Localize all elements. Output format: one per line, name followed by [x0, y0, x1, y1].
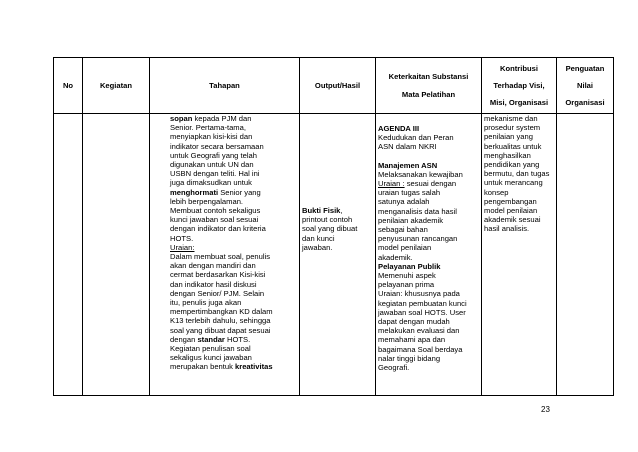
- uraian-text-line: sebagai bahan: [378, 225, 428, 235]
- output-title-suffix: ,: [340, 206, 343, 215]
- cell-keterkaitan: [376, 114, 482, 396]
- kontribusi-line: model penilaian: [484, 206, 538, 216]
- cell-no: [54, 114, 83, 396]
- header-keterkaitan-line2: Mata Pelatihan: [401, 89, 456, 99]
- tahapan-text: dengan: [170, 334, 198, 344]
- kontribusi-line: pengembangan: [484, 196, 537, 206]
- header-penguatan-line1: Penguatan: [565, 63, 605, 73]
- tahapan-line: Membuat contoh sekaligus: [170, 206, 261, 216]
- tahapan-line: digunakan untuk UN dan: [170, 160, 254, 170]
- uraian-text-line: akademik.: [378, 252, 413, 262]
- header-kontribusi-line3: Misi, Organisasi: [489, 98, 549, 108]
- header-output: Output/Hasil: [300, 58, 376, 114]
- tahapan-line: untuk Geografi yang telah: [170, 150, 257, 160]
- tahapan-text: merupakan bentuk: [170, 362, 236, 372]
- tahapan-line: soal yang dibuat dapat sesuai: [170, 325, 271, 335]
- tahapan-line: sekaligus kunci jawaban: [170, 353, 252, 363]
- output-title-line: [302, 206, 373, 215]
- pelayanan-line: bagaimana Soal berdaya: [378, 344, 463, 354]
- agenda-line: Kedudukan dan Peran: [378, 133, 454, 143]
- pelayanan-line: Geografi.: [378, 363, 410, 373]
- tahapan-line: [170, 114, 297, 123]
- kontribusi-line: akademik sesuai: [484, 215, 541, 225]
- tahapan-bold-word: sopan: [170, 114, 193, 123]
- uraian-text-line: penyusunan rancangan: [378, 234, 458, 244]
- output-line: dan kunci: [302, 233, 335, 243]
- kontribusi-line: menghasilkan: [484, 150, 531, 160]
- tahapan-line: akan dengan mandiri dan: [170, 261, 256, 271]
- uraian-text-line: uraian tugas salah: [378, 188, 441, 198]
- pelayanan-line: jawaban soal HOTS. User: [378, 307, 466, 317]
- output-line: jawaban.: [302, 242, 333, 252]
- tahapan-line: K13 terlebih dahulu, sehingga: [170, 316, 271, 326]
- tahapan-bold-word: standar: [197, 334, 225, 344]
- pelayanan-line: Memenuhi aspek: [378, 271, 436, 281]
- tahapan-line: itu, penulis juga akan: [170, 298, 242, 308]
- pelayanan-line: kegiatan pembuatan kunci: [378, 298, 467, 308]
- tahapan-text: kepada PJM dan: [192, 114, 252, 123]
- uraian-line: [378, 179, 479, 188]
- tahapan-line: Kegiatan penulisan soal: [170, 344, 251, 354]
- kontribusi-line: bermutu, dan tugas: [484, 169, 550, 179]
- page-number: 23: [541, 405, 550, 414]
- tahapan-line: Dalam membuat soal, penulis: [170, 252, 271, 262]
- header-penguatan-line2: Nilai: [576, 80, 594, 90]
- cell-kegiatan: [83, 114, 150, 396]
- kontribusi-line: untuk merancang: [484, 178, 543, 188]
- pelayanan-line: Uraian: khususnya pada: [378, 289, 460, 299]
- cell-output: [300, 114, 376, 396]
- uraian-rest: sesuai dengan: [404, 179, 457, 189]
- tahapan-line: dengan indikator dan kriteria: [170, 224, 266, 234]
- uraian-text-line: penilaian akademik: [378, 215, 444, 225]
- header-kontribusi: [482, 58, 557, 114]
- cell-tahapan: [150, 114, 300, 396]
- header-row: [54, 58, 614, 114]
- tahapan-line: dan indikator hasil diskusi: [170, 279, 257, 289]
- tahapan-line: juga dimaksudkan untuk: [170, 178, 252, 188]
- tahapan-line: mempertimbangkan KD dalam: [170, 307, 273, 317]
- manajemen-title: Manajemen ASN: [378, 160, 438, 170]
- tahapan-line: cermat berdasarkan Kisi-kisi: [170, 270, 266, 280]
- agenda-title: AGENDA III: [378, 124, 420, 133]
- cell-penguatan: [557, 114, 614, 396]
- tahapan-line: [170, 362, 297, 371]
- tahapan-text: Senior yang: [218, 187, 261, 197]
- header-penguatan: [557, 58, 614, 114]
- pelayanan-line: melakukan evaluasi dan: [378, 326, 460, 336]
- cell-kontribusi: [482, 114, 557, 396]
- uraian-text-line: model penilaian: [378, 243, 432, 253]
- pelayanan-line: memahami apa dan: [378, 335, 446, 345]
- content-row: [54, 114, 614, 396]
- pelayanan-line: pelayanan prima: [378, 280, 435, 290]
- tahapan-line: Senior. Pertama-tama,: [170, 123, 246, 133]
- output-line: soal yang dibuat: [302, 224, 358, 234]
- tahapan-line: lebih berpengalaman.: [170, 196, 244, 206]
- uraian-text-line: menganalisis data hasil: [378, 206, 457, 216]
- kontribusi-line: pendidikan yang: [484, 160, 540, 170]
- tahapan-line: HOTS.: [170, 233, 194, 243]
- kontribusi-line: berkualitas untuk: [484, 141, 542, 151]
- output-line: printout contoh: [302, 215, 353, 225]
- uraian-label: Uraian :: [378, 179, 405, 189]
- kontribusi-line: prosedur system: [484, 123, 541, 133]
- tahapan-line: [170, 243, 297, 252]
- document-table: [53, 57, 614, 396]
- tahapan-text: HOTS.: [224, 334, 251, 344]
- header-penguatan-line3: Organisasi: [565, 98, 605, 108]
- tahapan-line: dengan Senior/ PJM. Selain: [170, 288, 265, 298]
- kontribusi-line: hasil analisis.: [484, 224, 530, 234]
- tahapan-line: [170, 188, 297, 197]
- header-keterkaitan-line1: Keterkaitan Substansi: [388, 72, 469, 82]
- kontribusi-line: mekanisme dan: [484, 114, 538, 123]
- tahapan-bold-word: menghormati: [170, 187, 219, 197]
- header-tahapan: Tahapan: [150, 58, 300, 114]
- agenda-line: ASN dalam NKRI: [378, 142, 437, 152]
- header-kegiatan: Kegiatan: [83, 58, 150, 114]
- uraian-text-line: satunya adalah: [378, 197, 430, 207]
- tahapan-line: indikator secara bersamaan: [170, 141, 264, 151]
- kontribusi-line: konsep: [484, 187, 509, 197]
- pelayanan-title: Pelayanan Publik: [378, 261, 441, 271]
- tahapan-line: kunci jawaban soal sesuai: [170, 215, 259, 225]
- header-kontribusi-line2: Terhadap Visi,: [493, 80, 545, 90]
- pelayanan-line: dapat dengan mudah: [378, 317, 450, 327]
- header-no: No: [54, 58, 83, 114]
- manajemen-line: Melaksanakan kewajiban: [378, 169, 463, 179]
- kontribusi-line: penilaian yang: [484, 132, 533, 142]
- pelayanan-line: nalar tinggi bidang: [378, 353, 441, 363]
- tahapan-line: menyiapkan kisi-kisi dan: [170, 132, 253, 142]
- header-kontribusi-line1: Kontribusi: [500, 63, 538, 73]
- tahapan-line: [170, 335, 297, 344]
- tahapan-uraian-label: Uraian:: [170, 242, 195, 252]
- tahapan-bold-word: kreativitas: [235, 362, 273, 372]
- header-keterkaitan: [376, 58, 482, 114]
- output-title: Bukti Fisik: [302, 206, 341, 215]
- tahapan-line: USBN dengan teliti. Hal ini: [170, 169, 260, 179]
